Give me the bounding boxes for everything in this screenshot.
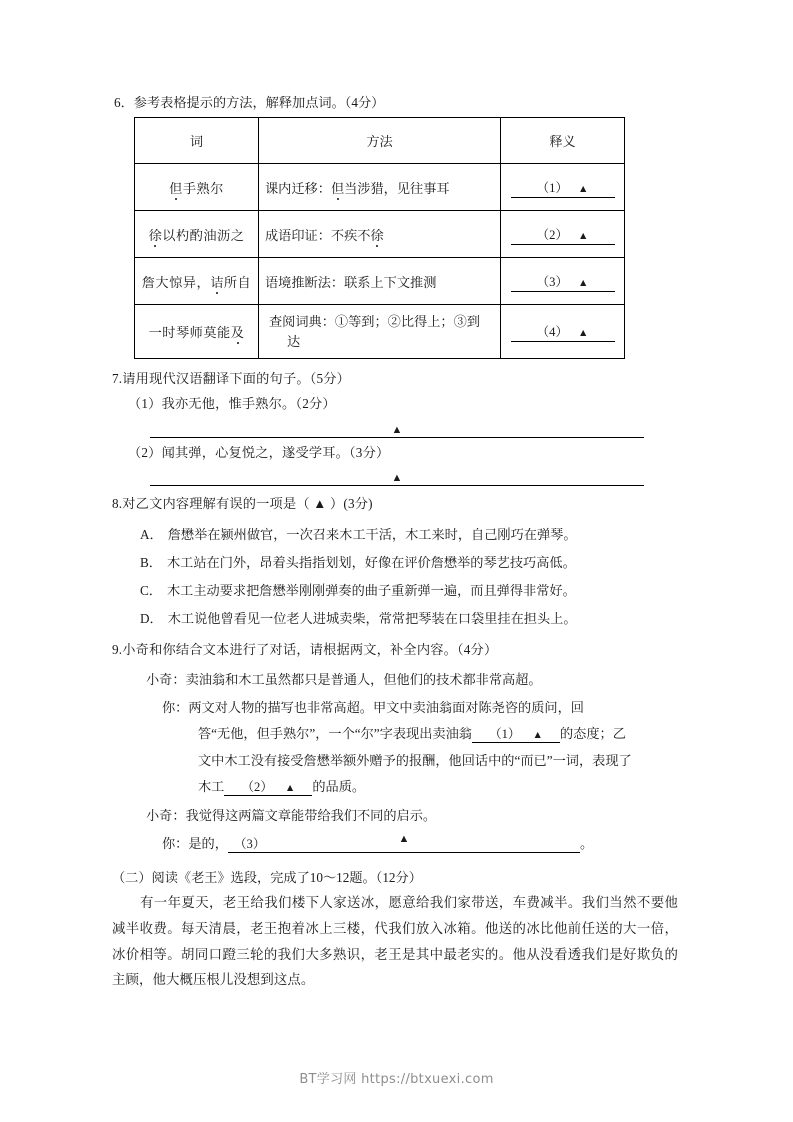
word-suffix: 所自 bbox=[223, 274, 252, 290]
page-content bbox=[112, 92, 682, 993]
option-c[interactable] bbox=[112, 580, 682, 599]
word-dotted-char: 但 bbox=[169, 178, 183, 197]
header-method: 方法 bbox=[259, 118, 501, 164]
method-dotted-char: 但 bbox=[331, 178, 344, 197]
option-a-text: 詹懋举在颍州做官，一次召来木工干活，木工来时，自己刚巧在弹琴。 bbox=[167, 526, 577, 542]
dialogue-line-2 bbox=[112, 697, 682, 716]
cell-word bbox=[135, 258, 259, 305]
speaker-label: 你： bbox=[162, 836, 189, 852]
word-prefix: 一时琴师莫能 bbox=[148, 325, 231, 340]
triangle-marker-icon: ▲ bbox=[391, 423, 403, 436]
table-row bbox=[135, 164, 625, 211]
cell-answer bbox=[501, 305, 625, 359]
dialogue-text: 两文对人物的描写也非常高超。甲文中卖油翁面对陈尧咨的质问，回 bbox=[188, 700, 584, 716]
option-a-label: A． bbox=[140, 526, 163, 542]
option-b-label: B． bbox=[140, 554, 162, 570]
method-prefix: 成语印证：不疾不 bbox=[265, 227, 371, 243]
answer-line-7-2[interactable] bbox=[150, 465, 644, 486]
option-d-label: D． bbox=[140, 610, 163, 626]
option-a[interactable] bbox=[112, 524, 682, 543]
method-line2: 达 bbox=[287, 333, 301, 349]
trailing-period: 。 bbox=[579, 836, 594, 852]
cell-method bbox=[259, 164, 501, 211]
triangle-marker-icon: ▲ bbox=[578, 328, 589, 339]
dialogue-line-1 bbox=[112, 669, 682, 688]
triangle-marker-icon: ▲ bbox=[578, 230, 589, 242]
question-9 bbox=[112, 640, 682, 853]
method-dotted-char: 徐 bbox=[371, 225, 384, 244]
cell-method bbox=[259, 258, 501, 305]
vocabulary-table bbox=[134, 117, 625, 359]
cell-method bbox=[259, 305, 501, 359]
option-d-text: 木工说他曾看见一位老人进城卖柴，常常把琴装在口袋里挂在担头上。 bbox=[167, 610, 577, 626]
cont-text-before: 答“无他，但手熟尔”，一个“尔”字表现出卖油翁 bbox=[198, 726, 472, 742]
cont3-after: 的品质。 bbox=[312, 779, 366, 795]
word-prefix: 詹大惊异， bbox=[141, 274, 211, 290]
cell-word bbox=[135, 164, 259, 211]
answer-number: （3） bbox=[536, 274, 569, 289]
triangle-marker-icon: ▲ bbox=[398, 833, 410, 846]
option-d[interactable] bbox=[112, 608, 682, 627]
cell-answer bbox=[501, 164, 625, 211]
word-suffix: 以杓酌油沥之 bbox=[162, 227, 245, 243]
speaker-label: 小奇： bbox=[146, 672, 186, 688]
method-prefix: 语境推断法：联系上下文推测 bbox=[265, 274, 437, 290]
answer-blank-9-3[interactable] bbox=[228, 833, 580, 853]
triangle-marker-icon: ▲ bbox=[578, 183, 589, 195]
method-suffix: 当涉猎，见往事耳 bbox=[344, 180, 450, 196]
triangle-marker-icon: ▲ bbox=[578, 277, 589, 289]
triangle-marker-icon: ▲ bbox=[391, 472, 403, 485]
question-7-item-2: （2）闻其弹，心复悦之，遂受学耳。（3分） bbox=[128, 444, 390, 460]
triangle-marker-icon: ▲ bbox=[284, 783, 296, 795]
cont3-before: 木工 bbox=[198, 779, 225, 795]
method-prefix: 课内迁移： bbox=[265, 180, 331, 196]
question-7-item-1: （1）我亦无他，惟手熟尔。（2分） bbox=[128, 396, 336, 412]
question-8-heading: 8.对乙文内容理解有误的一项是（ ▲ ）(3分) bbox=[112, 496, 373, 512]
cell-word bbox=[135, 305, 259, 359]
answer-number: （1） bbox=[489, 727, 521, 742]
cell-answer bbox=[501, 258, 625, 305]
reading-passage: 有一年夏天，老王给我们楼下人家送冰，愿意给我们家带送，车费减半。我们当然不要他减半收费。每天清晨，老王抱着冰上三楼，代我们放入冰箱。他送的冰比他前任送的大一倍，冰价相等。胡同口蹬三轮的我们大多熟识，老王是其中最老实的。他从没看透我们是好欺负的主顾，他大概压根儿没想到这点。 bbox=[112, 895, 678, 988]
word-dotted-char: 诘 bbox=[210, 272, 224, 291]
answer-blank[interactable] bbox=[511, 224, 615, 245]
question-7-heading: 7.请用现代汉语翻译下面的句子。（5分） bbox=[112, 371, 351, 386]
answer-number: （2） bbox=[241, 780, 273, 795]
dialogue-continuation-3 bbox=[112, 776, 682, 796]
word-suffix: 手熟尔 bbox=[182, 180, 224, 196]
option-b[interactable] bbox=[112, 552, 682, 571]
section-2 bbox=[112, 867, 682, 993]
question-9-heading: 9.小奇和你结合文本进行了对话，请根据两文，补全内容。（4分） bbox=[112, 641, 498, 657]
speaker-label: 小奇： bbox=[146, 808, 186, 824]
dialogue-text: 卖油翁和木工虽然都只是普通人，但他们的技术都非常高超。 bbox=[185, 672, 542, 688]
option-c-label: C． bbox=[140, 582, 162, 598]
table-row bbox=[135, 211, 625, 258]
answer-blank[interactable] bbox=[511, 271, 615, 292]
table-row bbox=[135, 258, 625, 305]
question-8 bbox=[112, 494, 682, 626]
option-b-text: 木工站在门外，昂着头指指划划，好像在评价詹懋举的琴艺技巧高低。 bbox=[166, 554, 576, 570]
dialogue-text: 是的， bbox=[188, 836, 228, 852]
answer-number: （1） bbox=[536, 180, 569, 195]
question-6-heading: 6．参考表格提示的方法，解释加点词。（4分） bbox=[114, 95, 385, 110]
header-word: 词 bbox=[135, 118, 259, 164]
speaker-label: 你： bbox=[162, 700, 189, 716]
answer-blank-9-2[interactable] bbox=[224, 776, 312, 796]
cell-word bbox=[135, 211, 259, 258]
answer-blank[interactable] bbox=[511, 177, 615, 198]
dialogue-continuation-1 bbox=[112, 723, 682, 743]
section-2-heading: （二）阅读《老王》选段，完成了10～12题。（12分） bbox=[112, 870, 422, 886]
answer-blank-9-1[interactable] bbox=[472, 723, 560, 743]
answer-number: （3） bbox=[233, 837, 266, 852]
dialogue-continuation-2: 文中木工没有接受詹懋举额外赠予的报酬，他回话中的“而已”一词，表现了 bbox=[198, 753, 632, 769]
question-7 bbox=[112, 369, 682, 486]
answer-number: （4） bbox=[536, 325, 569, 339]
table-header-row bbox=[135, 118, 625, 164]
answer-number: （2） bbox=[536, 227, 569, 242]
option-c-text: 木工主动要求把詹懋举刚刚弹奏的曲子重新弹一遍，而且弹得非常好。 bbox=[166, 582, 576, 598]
dialogue-line-4 bbox=[112, 833, 682, 853]
dialogue-line-3 bbox=[112, 805, 682, 824]
triangle-marker-icon: ▲ bbox=[532, 730, 543, 742]
word-dotted-char: 徐 bbox=[149, 225, 163, 244]
dialogue-text: 我觉得这两篇文章能带给我们不同的启示。 bbox=[185, 808, 437, 824]
table-row bbox=[135, 305, 625, 359]
cont-text-after: 的态度；乙 bbox=[559, 726, 626, 742]
method-prefix: 查阅词典：①等到；②比得上；③到 bbox=[269, 313, 480, 329]
answer-blank[interactable] bbox=[511, 321, 615, 342]
answer-line-7-1[interactable] bbox=[150, 417, 644, 438]
word-dotted-char: 及 bbox=[231, 322, 245, 341]
site-watermark: BT学习网 https://btxuexi.com bbox=[299, 1072, 494, 1087]
cell-answer bbox=[501, 211, 625, 258]
cell-method bbox=[259, 211, 501, 258]
header-meaning: 释义 bbox=[501, 118, 625, 164]
